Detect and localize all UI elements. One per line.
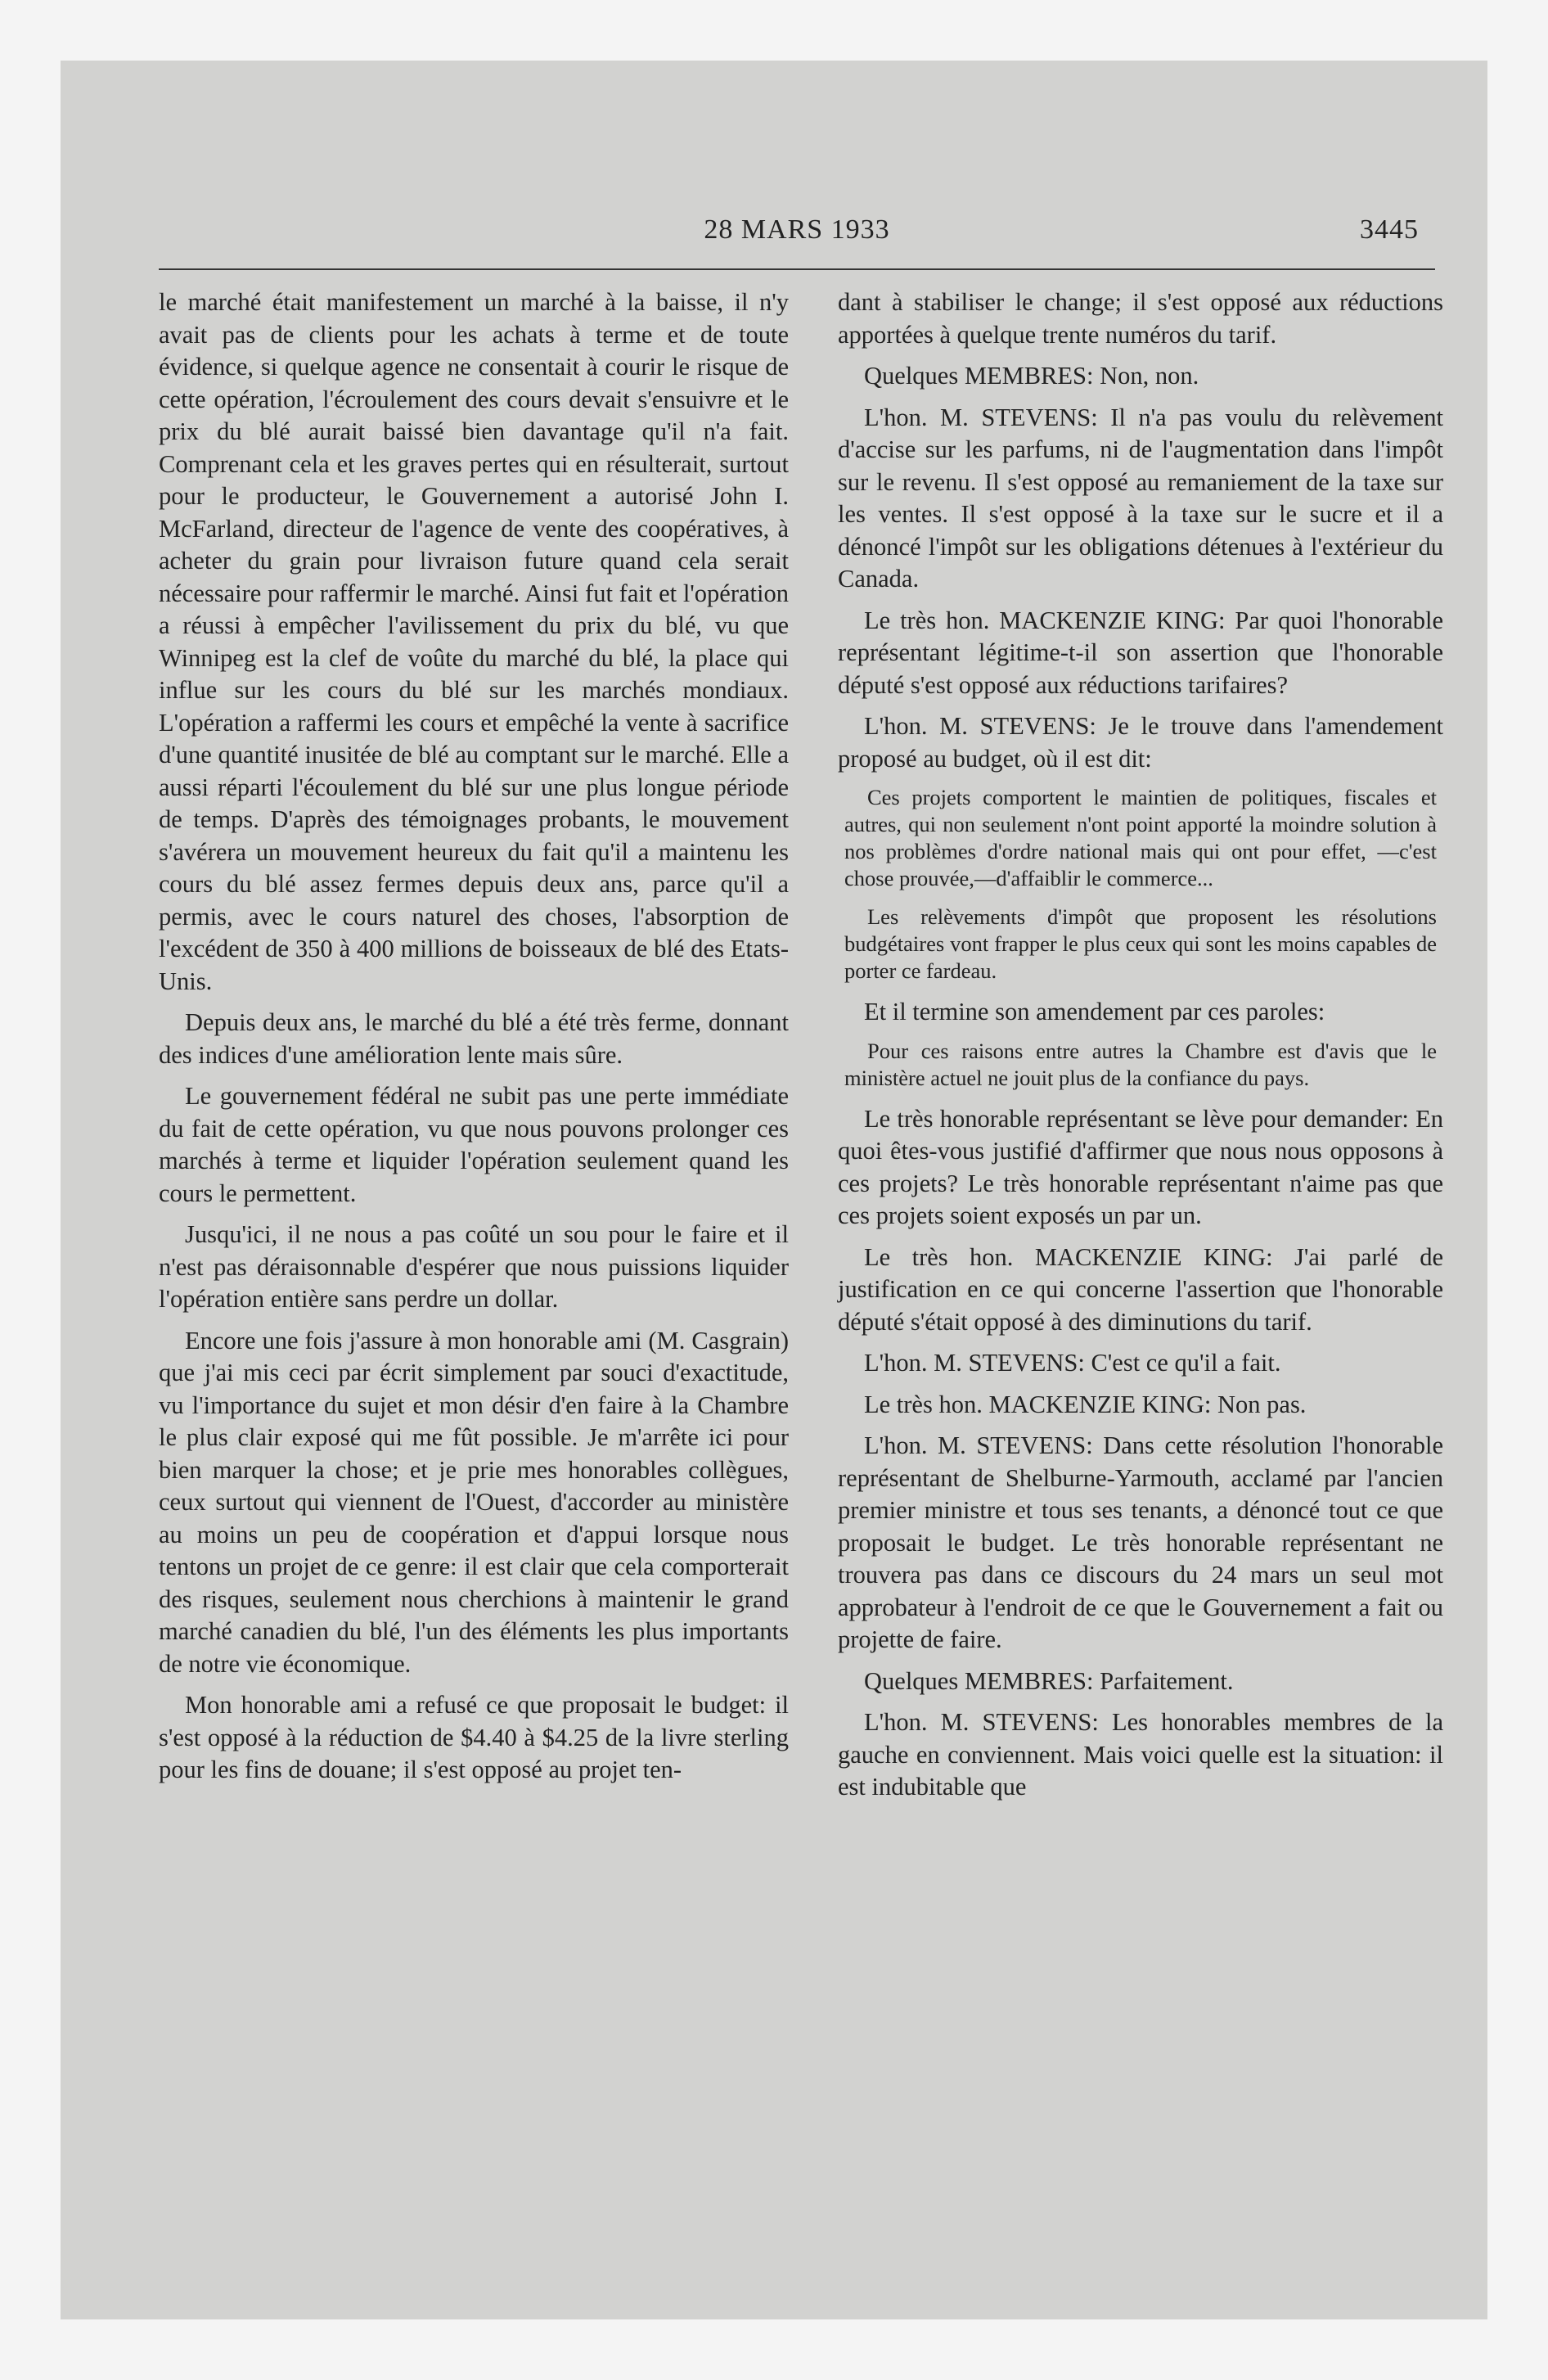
left-column: [159, 286, 789, 1796]
paragraph: Depuis deux ans, le marché du blé a été très ferme, donnant des indices d'une amélioration lente mais sûre.: [159, 1008, 789, 1069]
speaker-line: Quelques MEMBRES: Parfaitement.: [864, 1666, 1234, 1695]
paragraph: Jusqu'ici, il ne nous a pas coûté un sou pour le faire et il n'est pas déraisonnable d'espérer que nous puissions liquider l'opération entière sans perdre un dollar.: [159, 1220, 789, 1313]
paragraph: Mon honorable ami a refusé ce que proposait le budget: il s'est opposé à la réduction de $4.40 à $4.25 de la livre sterling pour les fins de douane; il s'est opposé au projet ten-: [159, 1691, 789, 1783]
paragraph: le marché était manifestement un marché à la baisse, il n'y avait pas de clients pour les achats à terme et de toute évidence, si quelque agence ne consentait à courir le risque de cette opération, l'écroulement des cours devait s'ensuivre et le prix du blé aurait baissé bien davantage qu'il n'a fait. Comprenant cela et les graves pertes qui en résulterait, surtout pour le producteur, le Gouvernement a autorisé John I. McFarland, directeur de l'agence de vente des coopératives, à acheter du grain pour livraison future quand cela serait nécessaire pour raffermir le marché. Ainsi fut fait et l'opération a réussi à empêcher l'avilissement du prix du blé, vu que Winnipeg est la clef de voûte du marché du blé, la place qui influe sur les cours du blé sur les marchés mondiaux. L'opération a raffermi les cours et empêché la vente à sacrifice d'une quantité inusitée de blé au comptant sur le marché. Elle a aussi réparti l'écoulement du blé sur une plus longue période de temps. D'après des témoignages probants, le mouvement s'avérera un mouvement heureux du fait qu'il a maintenu les cours du blé assez fermes depuis deux ans, parce qu'il a permis, avec le cours naturel des choses, l'absorption de l'excédent de 350 à 400 millions de boisseaux de blé des Etats-Unis.: [159, 288, 789, 995]
speaker-line: Et il termine son amendement par ces paroles:: [864, 998, 1325, 1025]
quotation: Ces projets comportent le maintien de politiques, fiscales et autres, qui non seulement n'ont point apporté la moindre solution à nos problèmes d'ordre national mais qui ont pour effet, —c'est chose prouvée,—d'affaiblir le commerce...: [844, 785, 1437, 890]
paragraph: dant à stabiliser le change; il s'est opposé aux réductions apportées à quelque trente numéros du tarif.: [838, 288, 1443, 349]
header-rule: [159, 268, 1435, 270]
speaker-line: Le très hon. MACKENZIE KING: J'ai parlé de justification en ce qui concerne l'assertion que l'honorable député s'était opposé à des diminutions du tarif.: [838, 1242, 1443, 1336]
speaker-line: L'hon. M. STEVENS: Dans cette résolution l'honorable représentant de Shelburne-Yarmouth, acclamé par l'ancien premier ministre et tous ses tenants, a dénoncé tout ce que proposait le budget. Le très honorable représentant ne trouvera pas dans ce discours du 24 mars un seul mot approbateur à l'endroit de ce que le Gouvernement a fait ou projette de faire.: [838, 1431, 1443, 1653]
paragraph: Le gouvernement fédéral ne subit pas une perte immédiate du fait de cette opération, vu que nous pouvons prolonger ces marchés à terme et liquider l'opération seulement quand les cours le permettent.: [159, 1082, 789, 1207]
paragraph: Encore une fois j'assure à mon honorable ami (M. Casgrain) que j'ai mis ceci par écrit simplement par souci d'exactitude, vu l'importance du sujet et mon désir d'en faire à la Chambre le plus clair exposé qui me fût possible. Je m'arrête ici pour bien marquer la chose; et je prie mes honorables collègues, ceux surtout qui viennent de l'Ouest, d'accorder au ministère au moins un peu de coopération et d'appui lorsque nous tentons un projet de ce genre: il est clair que cela comporterait des risques, seulement nous cherchions à maintenir le grand marché canadien du blé, l'un des éléments les plus importants de notre vie économique.: [159, 1326, 789, 1678]
scanned-sheet: [61, 61, 1487, 2319]
speaker-line: Le très honorable représentant se lève pour demander: En quoi êtes-vous justifié d'affirmer que nous nous opposons à ces projets? Le très honorable représentant n'aime pas que ces projets soient exposés un par un.: [838, 1104, 1443, 1229]
speaker-line: L'hon. M. STEVENS: Les honorables membres de la gauche en conviennent. Mais voici quelle est la situation: il est indubitable que: [838, 1708, 1443, 1801]
page: [159, 118, 1443, 2279]
speaker-line: Le très hon. MACKENZIE KING: Par quoi l'honorable représentant légitime-t-il son assertion que l'honorable député s'est opposé aux réductions tarifaires?: [838, 606, 1443, 699]
right-column: [838, 286, 1443, 1813]
quotation: Les relèvements d'impôt que proposent les résolutions budgétaires vont frapper le plus ceux qui sont les moins capables de porter ce fardeau.: [844, 904, 1437, 983]
page-header: [159, 214, 1435, 250]
speaker-line: Quelques MEMBRES: Non, non.: [864, 362, 1199, 390]
speaker-line: L'hon. M. STEVENS: Il n'a pas voulu du relèvement d'accise sur les parfums, ni de l'augmentation dans l'impôt sur le revenu. Il s'est opposé au remaniement de la taxe sur les ventes. Il s'est opposé à la taxe sur le sucre et il a dénoncé l'impôt sur les obligations détenues à l'extérieur du Canada.: [838, 403, 1443, 593]
page-number: 3445: [1360, 214, 1419, 245]
speaker-line: L'hon. M. STEVENS: Je le trouve dans l'amendement proposé au budget, où il est dit:: [838, 712, 1443, 773]
quotation: Pour ces raisons entre autres la Chambre est d'avis que le ministère actuel ne jouit plus de la confiance du pays.: [844, 1038, 1437, 1090]
speaker-line: Le très hon. MACKENZIE KING: Non pas.: [864, 1390, 1307, 1418]
speaker-line: L'hon. M. STEVENS: C'est ce qu'il a fait.: [864, 1349, 1281, 1377]
header-date: 28 MARS 1933: [704, 214, 890, 245]
